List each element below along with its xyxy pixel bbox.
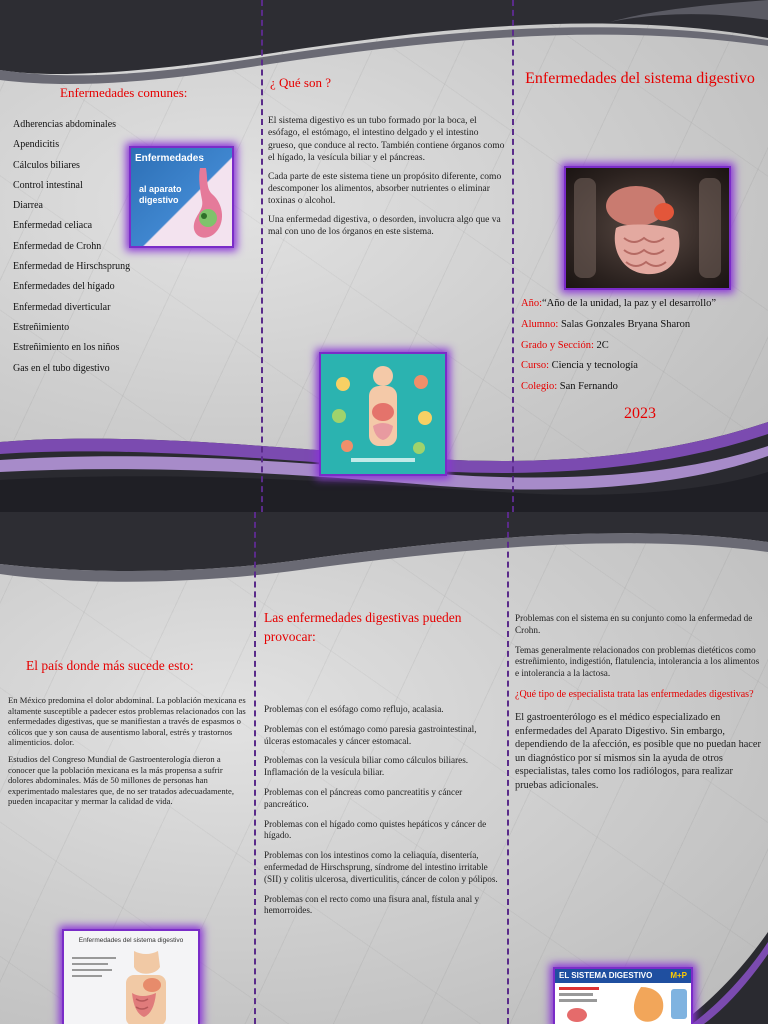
digestive-system-poster-image <box>553 967 693 1024</box>
info-label: Alumno: <box>521 318 559 330</box>
list-item: Enfermedad celiaca <box>13 220 93 232</box>
brochure-title: Enfermedades del sistema digestivo <box>525 70 755 87</box>
list-item: Problemas con el estómago como paresia gastrointestinal, úlceras estomacales y cáncer estomacal. <box>264 723 477 746</box>
poster-title: EL SISTEMA DIGESTIVO <box>559 971 653 980</box>
info-row-year <box>521 297 761 318</box>
list-item: Cálculos biliares <box>13 159 80 171</box>
country-text <box>8 695 246 813</box>
digestive-system-3d-image <box>564 166 731 290</box>
fold-line-1 <box>261 0 263 512</box>
brochure-page-2 <box>0 512 768 1024</box>
common-diseases-list <box>13 118 133 382</box>
list-item: Estreñimiento <box>13 321 70 333</box>
paragraph: En México predomina el dolor abdominal. La población mexicana es altamente susceptible a padecer estos problemas relacionados con las enfermedades digestivas, que se manifiestan a través de espasmos o cólicos que y son causa de ausentismo laboral, estrés y trastornos alimenticios. dolor. <box>8 695 246 748</box>
list-item: Problemas con los intestinos como la celiaquía, disentería, enfermedad de Hirschsprung, síndrome del intestino irritable (SII) y colitis ulcerosa, diverticulitis, cáncer de colon y pólipos. <box>264 850 498 884</box>
fold-line-1 <box>254 512 256 1024</box>
digestive-system-diagram-image <box>62 929 200 1024</box>
common-diseases-heading: Enfermedades comunes: <box>60 85 188 100</box>
info-row-grade <box>521 339 761 360</box>
list-item: Enfermedad de Hirschsprung <box>13 261 131 273</box>
list-item: Enfermedad diverticular <box>13 301 111 313</box>
list-item: Enfermedades del hígado <box>13 281 115 293</box>
info-label: Colegio: <box>521 381 558 393</box>
list-item: Estreñimiento en los niños <box>13 342 120 354</box>
paragraph: Problemas con el sistema en su conjunto como la enfermedad de Crohn. <box>515 613 753 635</box>
info-label: Grado y Sección: <box>521 339 594 351</box>
info-label: Año: <box>521 298 542 309</box>
list-item: Adherencias abdominales <box>13 119 117 130</box>
paragraph: Una enfermedad digestiva, o desorden, involucra algo que va mal con uno de los órganos en este sistema. <box>268 214 501 238</box>
fold-line-2 <box>512 0 514 512</box>
info-value: San Fernando <box>557 381 618 393</box>
list-item: Diarrea <box>13 200 43 212</box>
info-row-student <box>521 318 761 339</box>
info-value: 2C <box>593 339 609 351</box>
specialist-section <box>515 613 763 799</box>
intestines-illustration <box>566 168 729 288</box>
list-item: Problemas con el hígado como quistes hepáticos y cáncer de hígado. <box>264 818 487 841</box>
diagram-title: Enfermedades del sistema digestivo <box>78 937 184 944</box>
list-item: Problemas con el esófago como reflujo, acalasia. <box>264 704 444 714</box>
list-item: Problemas con el páncreas como pancreatitis y cáncer pancreático. <box>264 786 463 809</box>
paragraph: Cada parte de este sistema tiene un propósito diferente, como descomponer los alimentos, absorber nutrientes o eliminar toxinas o alcohol. <box>268 171 502 207</box>
poster-badge: M+P <box>670 971 687 980</box>
digestive-diseases-image <box>129 146 234 248</box>
list-item: Problemas con la vesícula biliar como cálculos biliares. Inflamación de la vesícula biliar. <box>264 755 469 778</box>
list-item: Gas en el tubo digestivo <box>13 362 110 374</box>
poster-illustration <box>555 983 691 1024</box>
year-label: 2023 <box>624 405 656 422</box>
paragraph: El sistema digestivo es un tubo formado por la boca, el esófago, el estómago, el intestino delgado y el intestino grueso, que conduce al recto. También contiene órganos como el hígado, la vesícula biliar y el páncreas. <box>268 116 505 164</box>
can-cause-list <box>264 704 500 925</box>
can-cause-heading: Las enfermedades digestivas pueden provocar: <box>264 610 462 644</box>
fold-line-2 <box>507 512 509 1024</box>
info-row-course <box>521 359 761 380</box>
list-item: Apendicitis <box>13 139 60 151</box>
paragraph: Temas generalmente relacionados con problemas dietéticos como estreñimiento, indigestión, flatulencia, intolerancia a los alimentos e intolerancia a la lactosa. <box>515 644 760 679</box>
info-value: Salas Gonzales Bryana Sharon <box>558 318 691 330</box>
image-subtitle-text: al aparato digestivo <box>139 184 182 205</box>
what-are-heading: ¿ Qué son ? <box>270 75 332 90</box>
country-heading: El país donde más sucede esto: <box>26 658 194 673</box>
list-item: Control intestinal <box>13 179 83 191</box>
paragraph: Estudios del Congreso Mundial de Gastroenterología dieron a conocer que la población mexicana es la más propensa a sufrir dolores abdominales. Más de 50 millones de personas han experimentado malestares que, de no ser tratados adecuadamente, pueden incapacitar y mermar la calidad de vida. <box>8 753 234 807</box>
what-are-text <box>268 115 506 245</box>
body-organs-illustration <box>319 352 447 476</box>
list-item: Enfermedad de Crohn <box>13 240 102 252</box>
info-row-school <box>521 380 761 401</box>
digestive-diagram-illustration <box>64 947 198 1024</box>
info-value: “Año de la unidad, la paz y el desarrollo” <box>542 298 717 309</box>
human-body-icon <box>321 354 445 474</box>
student-info-block <box>521 297 761 401</box>
info-value: Ciencia y tecnología <box>549 360 638 372</box>
stomach-illustration <box>186 166 230 242</box>
specialist-answer: El gastroenterólogo es el médico especializado en enfermedades del Aparato Digestivo. Sin embargo, dependiendo de la afección, es posible que no puedan hacer un diagnóstico por sí mismos sin la ayuda de otros especialistas, tales como los radiólogos, para realizar pruebas adicionales. <box>515 711 761 791</box>
specialist-question: ¿Qué tipo de especialista trata las enfermedades digestivas? <box>515 688 754 700</box>
info-label: Curso: <box>521 360 550 372</box>
image-title-text: Enfermedades <box>135 153 204 164</box>
list-item: Problemas con el recto como una fisura anal, fístula anal y hemorroides. <box>264 893 480 916</box>
top-swoosh-decoration <box>0 512 768 607</box>
